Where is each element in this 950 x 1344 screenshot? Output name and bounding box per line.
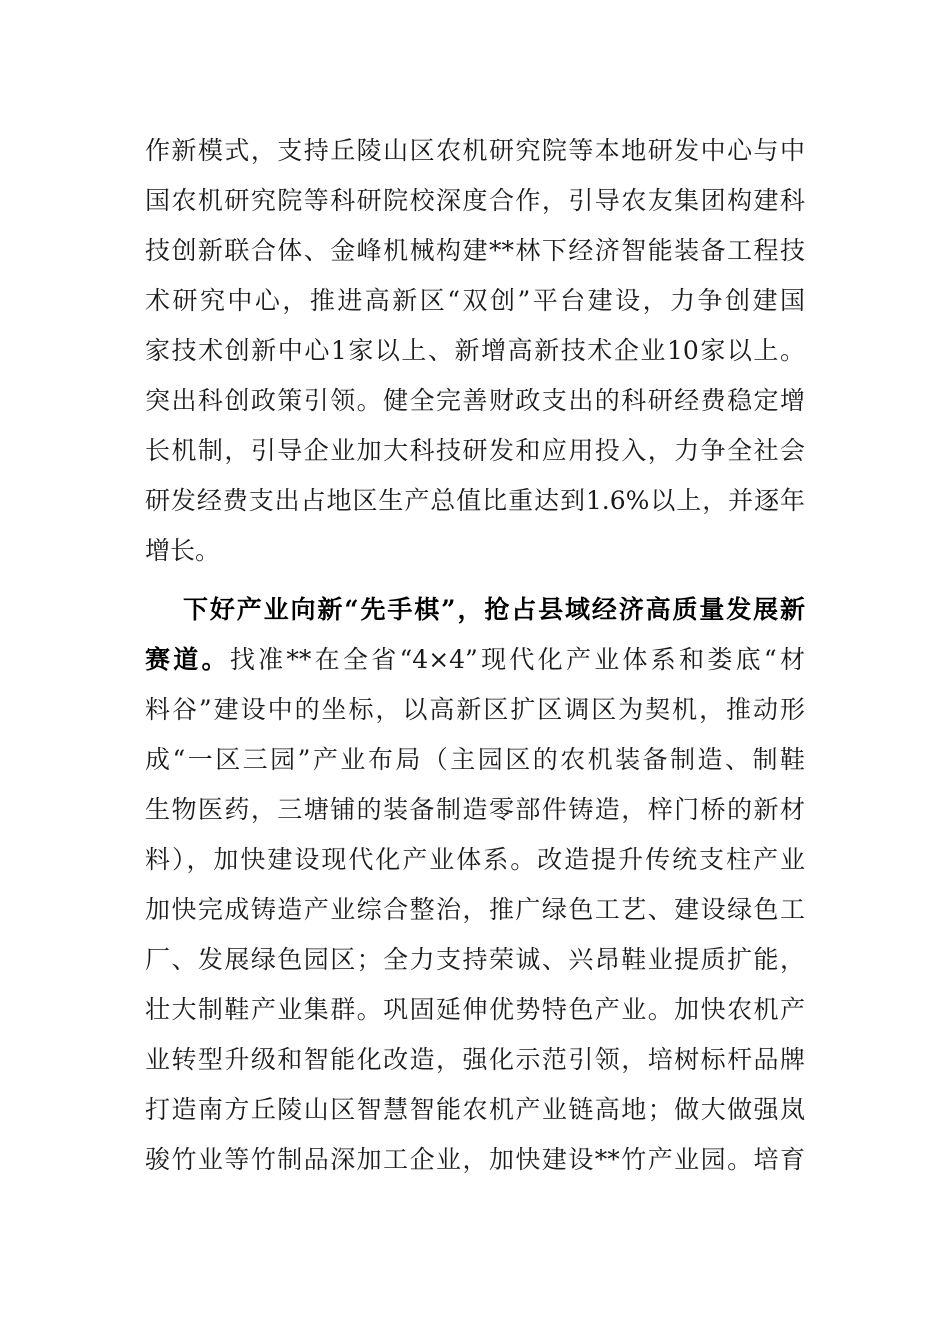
- paragraph1-line-9: 增长。: [145, 536, 221, 565]
- paragraph2-line-3: 料谷”建设中的坐标，以高新区扩区调区为契机，推动形: [145, 695, 805, 724]
- paragraph1-line-5: 家技术创新中心1家以上、新增高新技术企业10家以上。: [145, 336, 805, 365]
- paragraph2-line-7: 加快完成铸造产业综合整治，推广绿色工艺、建设绿色工: [145, 895, 805, 924]
- paragraph2-heading-end: 赛道。: [145, 645, 230, 674]
- paragraph1-line-4: 术研究中心，推进高新区“双创”平台建设，力争创建国: [145, 286, 805, 315]
- paragraph2-line-11: 打造南方丘陵山区智慧智能农机产业链高地；做大做强岚: [145, 1095, 805, 1124]
- paragraph1-line-1: 作新模式，支持丘陵山区农机研究院等本地研发中心与中: [145, 136, 805, 165]
- paragraph1-line-7: 长机制，引导企业加大科技研发和应用投入，力争全社会: [145, 436, 805, 465]
- paragraph1-line-8: 研发经费支出占地区生产总值比重达到1.6%以上，并逐年: [145, 486, 805, 515]
- paragraph2-line-6: 料），加快建设现代化产业体系。改造提升传统支柱产业: [145, 845, 805, 874]
- paragraph2-line-2-text: 找准**在全省“4×4”现代化产业体系和娄底“材: [229, 645, 805, 674]
- paragraph2-line-4: 成“一区三园”产业布局（主园区的农机装备制造、制鞋: [145, 745, 805, 774]
- paragraph1-line-2: 国农机研究院等科研院校深度合作，引导农友集团构建科: [145, 186, 805, 215]
- paragraph2-line-10: 业转型升级和智能化改造，强化示范引领，培树标杆品牌: [145, 1045, 805, 1074]
- paragraph2-line-5: 生物医药，三塘铺的装备制造零部件铸造，梓门桥的新材: [145, 795, 805, 824]
- paragraph2-line-8: 厂、发展绿色园区；全力支持荣诚、兴昂鞋业提质扩能，: [145, 945, 805, 974]
- paragraph2-line-9: 壮大制鞋产业集群。巩固延伸优势特色产业。加快农机产: [145, 995, 805, 1024]
- paragraph2-heading: 下好产业向新“先手棋”，抢占县域经济高质量发展新: [183, 595, 805, 624]
- paragraph1-line-3: 技创新联合体、金峰机械构建**林下经济智能装备工程技: [145, 236, 805, 265]
- paragraph2-line-2: [145, 640, 805, 680]
- paragraph2-line-12: 骏竹业等竹制品深加工企业，加快建设**竹产业园。培育: [145, 1145, 805, 1174]
- paragraph1-line-6: 突出科创政策引领。健全完善财政支出的科研经费稳定增: [145, 386, 805, 415]
